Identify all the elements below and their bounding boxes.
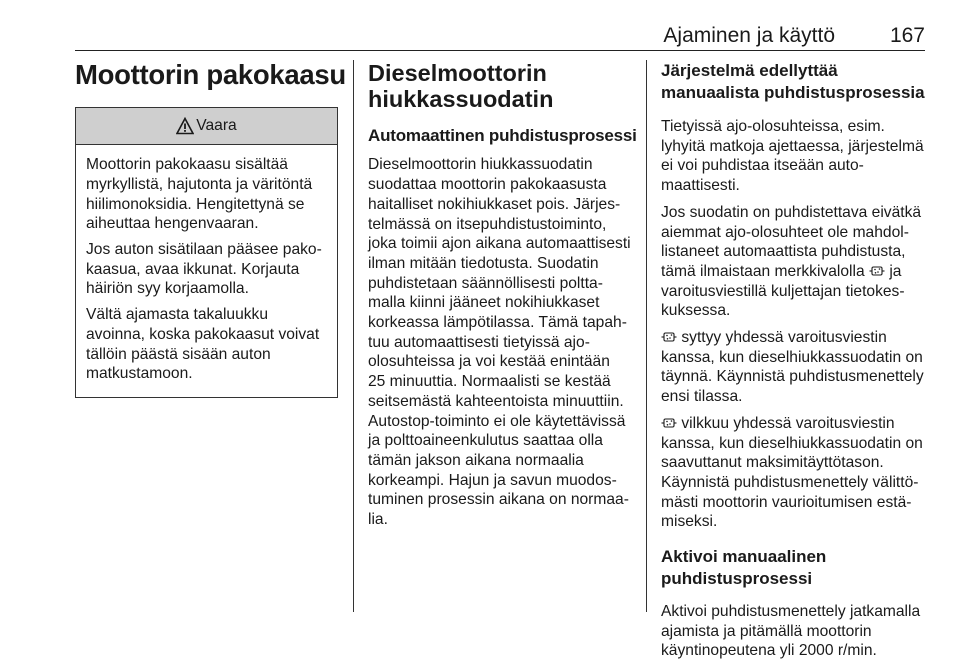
text-segment: ja varoitusviestillä kuljettajan tietokeskuksessa. [661, 262, 905, 320]
subsection-heading: Automaattinen puhdistusprosessi [368, 126, 637, 145]
subsection-heading: Järjestelmä edellyttää manuaalista puhdistusprosessia [661, 61, 925, 102]
column-divider [646, 60, 647, 612]
text-segment: vilkkuu yhdessä varoitusviestin kanssa, kun dieselhiukkassuodatin on saavuttanut maksimitäyttötason. Käynnistä puhdistusmenettely välittömästi moottorin vaurioitumisen estämiseksi. [661, 414, 923, 531]
column-left [75, 59, 346, 398]
section-heading: Dieselmoottorin hiukkassuodatin [368, 60, 554, 112]
column-middle [368, 60, 637, 530]
warning-header [76, 108, 337, 145]
section-heading: Moottorin pakokaasu [75, 59, 346, 90]
warning-label: Vaara [196, 117, 237, 135]
particle-filter-warning-icon [661, 416, 677, 430]
body-paragraph [661, 328, 925, 407]
warning-body [76, 145, 337, 397]
subsection-heading: Aktivoi manuaalinen puhdistusprosessi [661, 547, 827, 589]
text-segment: Jos suodatin on puhdistettava eivätkä aiemmat ajo-olosuhteet ole mahdollistaneet automaattista puhdistusta, tämä ilmaistaan merkkivalolla [661, 203, 922, 280]
section-title: Ajaminen ja käyttö [663, 24, 835, 47]
body-paragraph: Aktivoi puhdistusmenettely jatkamalla ajamista ja pitämällä moottorin käyntinopeutena yli 2000 r/min. [661, 603, 921, 660]
warning-paragraph: Jos auton sisätilaan pääsee pakokaasua, avaa ikkunat. Korjauta häiriön syy korjaamolla. [86, 241, 322, 298]
text-segment: syttyy yhdessä varoitusviestin kanssa, kun dieselhiukkassuodatin on täynnä. Käynnistä puhdistusmenettely ensi tilassa. [661, 329, 924, 406]
warning-paragraph: Vältä ajamasta takaluukku avoinna, koska pakokaasut voivat tällöin päästä sisään auton matkustamoon. [86, 306, 320, 383]
page-header [75, 20, 925, 51]
body-paragraph: Dieselmoottorin hiukkassuodatin suodattaa moottorin pakokaasusta haitalliset nokihiukkaset pois. Järjestelmässä on itsepuhdistustoiminto, joka toimii ajon aikana automaattisesti ilman mitään tiedotusta. Suodatin puhdistetaan säännöllisesti polttamalla kiinni jääneet nokihiukkaset korkeassa lämpötilassa. Tämä tapahtuu automaattisesti tietyissä ajoolosuhteissa ja voi kestää enintään 25 minuuttia. Normaalisti se kestää seitsemästä kahteentoista minuuttiin. Autostop-toiminto ei ole käytettävissä ja polttoaineenkulutus saattaa olla tämän jakson aikana normaalia korkeampi. Hajun ja savun muodostuminen prosessin aikana on normaalia. [368, 156, 631, 529]
warning-box [75, 107, 338, 398]
particle-filter-warning-icon [869, 264, 885, 278]
warning-triangle-icon [176, 117, 194, 135]
body-paragraph [661, 203, 925, 321]
column-divider [353, 60, 354, 612]
column-right [661, 60, 925, 661]
body-paragraph [661, 414, 925, 532]
page-number: 167 [889, 24, 925, 47]
body-paragraph: Tietyissä ajo-olosuhteissa, esim. lyhyitä matkoja ajettaessa, järjestelmä ei voi puhdistaa itseään automaattisesti. [661, 118, 924, 195]
warning-paragraph: Moottorin pakokaasu sisältää myrkyllistä, hajutonta ja väritöntä hiilimonoksidia. Hengitettynä se aiheuttaa hengenvaaran. [86, 156, 313, 233]
particle-filter-warning-icon [661, 330, 677, 344]
